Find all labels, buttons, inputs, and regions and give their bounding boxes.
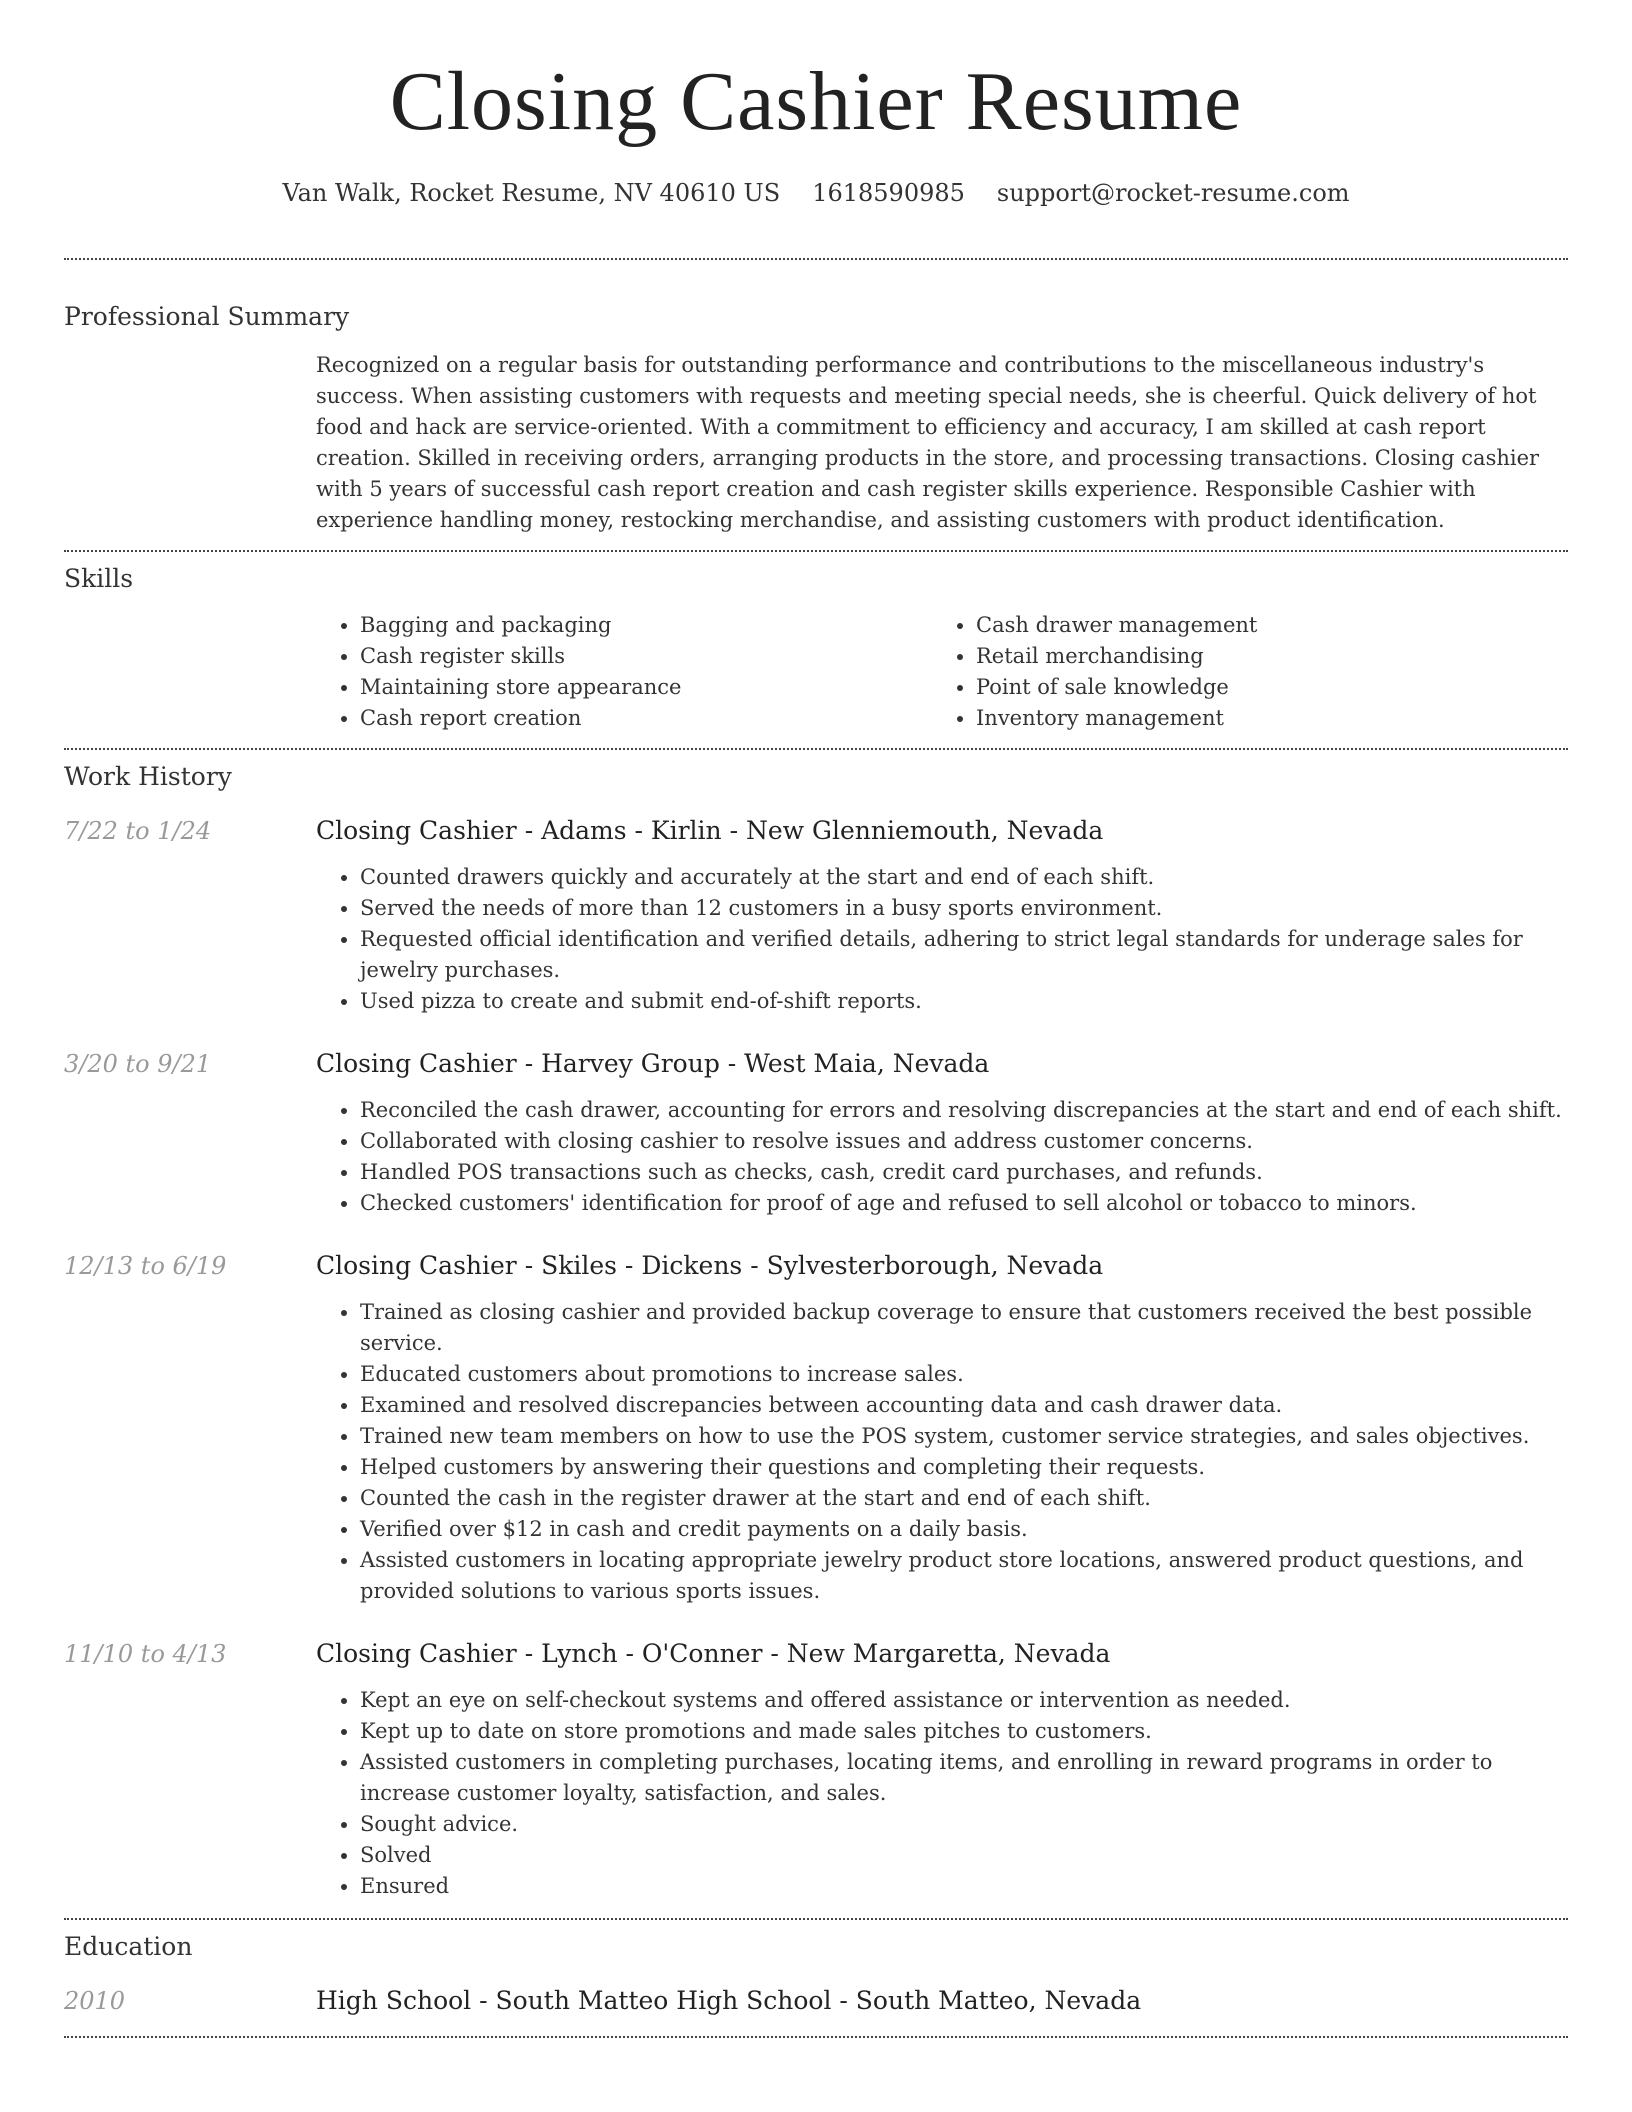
job-bullets (316, 1095, 1568, 1219)
job-bullet: • Counted the cash in the register drawer at the start and end of each shift. (360, 1483, 1568, 1514)
resume-header (0, 0, 1632, 210)
job-bullets (316, 1685, 1568, 1902)
skill-item: • Inventory management (976, 703, 1568, 734)
skill-item: • Maintaining store appearance (360, 672, 932, 703)
job-bullet: • Served the needs of more than 12 customers in a busy sports environment. (360, 893, 1568, 924)
job-entry (64, 1047, 1568, 1219)
job-title: Closing Cashier - Adams - Kirlin - New Glenniemouth, Nevada (316, 816, 1104, 845)
job-bullet: • Collaborated with closing cashier to resolve issues and address customer concerns. (360, 1126, 1568, 1157)
contact-phone: 1618590985 (812, 179, 965, 207)
education-date: 2010 (64, 1987, 126, 2015)
skill-item: • Cash register skills (360, 641, 932, 672)
summary-body (316, 350, 1568, 536)
job-bullet: • Assisted customers in completing purchases, locating items, and enrolling in reward programs in order to increase customer loyalty, satisfaction, and sales. (360, 1747, 1568, 1809)
job-details (316, 1047, 1568, 1219)
job-bullet: • Requested official identification and verified details, adhering to strict legal standards for underage sales for jewelry purchases. (360, 924, 1568, 986)
summary-section (0, 300, 1632, 536)
work-section (0, 760, 1632, 1902)
job-bullets (316, 862, 1568, 1017)
job-bullet: • Checked customers' identification for proof of age and refused to sell alcohol or tobacco to minors. (360, 1188, 1568, 1219)
job-bullet: • Solved (360, 1840, 1568, 1871)
divider (64, 748, 1568, 750)
divider (64, 258, 1568, 260)
education-entry (64, 1984, 1568, 2018)
skills-heading: Skills (64, 564, 134, 593)
job-date: 3/20 to 9/21 (64, 1050, 212, 1078)
job-bullet: • Trained new team members on how to use the POS system, customer service strategies, and sales objectives. (360, 1421, 1568, 1452)
job-bullet: • Educated customers about promotions to increase sales. (360, 1359, 1568, 1390)
education-title: High School - South Matteo High School - South Matteo, Nevada (316, 1986, 1142, 2015)
job-title: Closing Cashier - Skiles - Dickens - Sylvesterborough, Nevada (316, 1251, 1104, 1280)
skill-item: • Bagging and packaging (360, 610, 932, 641)
job-title: Closing Cashier - Harvey Group - West Maia, Nevada (316, 1049, 990, 1078)
job-bullet: • Ensured (360, 1871, 1568, 1902)
skill-item: • Cash drawer management (976, 610, 1568, 641)
skill-item: • Point of sale knowledge (976, 672, 1568, 703)
job-bullet: • Verified over $12 in cash and credit payments on a daily basis. (360, 1514, 1568, 1545)
summary-text: Recognized on a regular basis for outstanding performance and contributions to the miscellaneous industry's success. When assisting customers with requests and meeting special needs, she is cheerful. Quick delivery of hot food and hack are service-oriented. With a commitment to efficiency and accuracy, I am skilled at cash report creation. Skilled in receiving orders, arranging products in the store, and processing transactions. Closing cashier with 5 years of successful cash report creation and cash register skills experience. Responsible Cashier with experience handling money, restocking merchandise, and assisting customers with product identification. (316, 353, 1540, 532)
job-date: 12/13 to 6/19 (64, 1252, 227, 1280)
job-bullet: • Reconciled the cash drawer, accounting for errors and resolving discrepancies at the start and end of each shift. (360, 1095, 1568, 1126)
divider (64, 2036, 1568, 2038)
job-details (316, 1637, 1568, 1902)
divider (64, 1918, 1568, 1920)
skills-column-left (316, 610, 932, 734)
job-bullet: • Assisted customers in locating appropriate jewelry product store locations, answered product questions, and provided solutions to various sports issues. (360, 1545, 1568, 1607)
skills-column-right (932, 610, 1568, 734)
job-entry (64, 1637, 1568, 1902)
job-title: Closing Cashier - Lynch - O'Conner - New Margaretta, Nevada (316, 1639, 1111, 1668)
contact-address: Van Walk, Rocket Resume, NV 40610 US (282, 179, 781, 207)
education-section (0, 1930, 1632, 2018)
job-bullet: • Helped customers by answering their questions and completing their requests. (360, 1452, 1568, 1483)
skills-list (316, 610, 1568, 734)
job-bullet: • Kept up to date on store promotions and made sales pitches to customers. (360, 1716, 1568, 1747)
skill-item: • Retail merchandising (976, 641, 1568, 672)
job-bullet: • Kept an eye on self-checkout systems and offered assistance or intervention as needed. (360, 1685, 1568, 1716)
job-bullet: • Examined and resolved discrepancies between accounting data and cash drawer data. (360, 1390, 1568, 1421)
contact-line (0, 176, 1632, 210)
job-date: 7/22 to 1/24 (64, 817, 212, 845)
job-bullet: • Sought advice. (360, 1809, 1568, 1840)
contact-email: support@rocket-resume.com (996, 179, 1350, 207)
resume-title: Closing Cashier Resume (389, 55, 1243, 148)
work-heading: Work History (64, 762, 232, 791)
job-entry (64, 814, 1568, 1017)
job-bullet: • Used pizza to create and submit end-of-shift reports. (360, 986, 1568, 1017)
job-details (316, 1249, 1568, 1607)
education-heading: Education (64, 1932, 193, 1961)
job-entry (64, 1249, 1568, 1607)
education-details (316, 1984, 1568, 2018)
job-bullet: • Handled POS transactions such as checks, cash, credit card purchases, and refunds. (360, 1157, 1568, 1188)
job-bullet: • Trained as closing cashier and provided backup coverage to ensure that customers received the best possible service. (360, 1297, 1568, 1359)
job-date: 11/10 to 4/13 (64, 1640, 227, 1668)
job-bullet: • Counted drawers quickly and accurately at the start and end of each shift. (360, 862, 1568, 893)
divider (64, 550, 1568, 552)
job-bullets (316, 1297, 1568, 1607)
summary-heading: Professional Summary (64, 302, 350, 331)
skill-item: • Cash report creation (360, 703, 932, 734)
skills-section (0, 562, 1632, 734)
job-details (316, 814, 1568, 1017)
